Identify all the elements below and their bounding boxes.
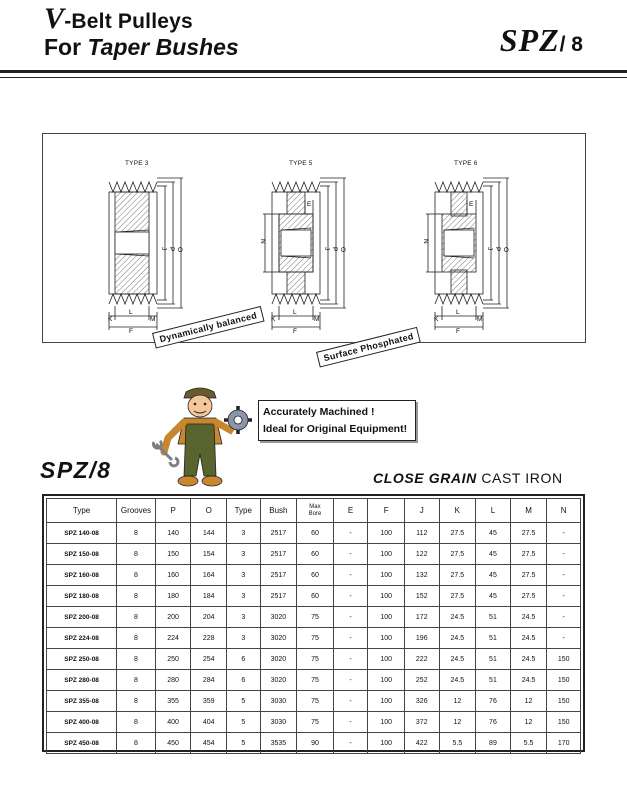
table-cell: 5 — [227, 733, 261, 754]
table-cell: 100 — [368, 649, 405, 670]
table-cell: 184 — [191, 586, 227, 607]
table-cell: 75 — [297, 607, 334, 628]
table-cell: - — [547, 607, 581, 628]
pulley-type-5 — [263, 178, 346, 330]
subtitle-plain: For — [44, 34, 88, 60]
table-cell: 100 — [368, 733, 405, 754]
table-cell: 24.5 — [510, 670, 547, 691]
table-cell: 24.5 — [439, 607, 476, 628]
dim-o-label-t3: O — [176, 247, 183, 253]
table-cell: 252 — [404, 670, 439, 691]
table-cell: 254 — [191, 649, 227, 670]
title-text: -Belt Pulleys — [64, 10, 193, 33]
feature-original-equipment: Ideal for Original Equipment! — [263, 423, 408, 435]
table-row — [47, 712, 581, 733]
table-row — [47, 628, 581, 649]
feature-callout — [258, 400, 416, 441]
table-cell: 100 — [368, 607, 405, 628]
mechanic-mascot-icon — [150, 384, 254, 492]
table-cell: 27.5 — [510, 565, 547, 586]
table-cell: - — [333, 628, 368, 649]
material-label — [373, 470, 563, 486]
dim-m-label-t6: M — [477, 316, 483, 323]
dim-j-label-t6: J — [486, 247, 493, 251]
table-cell: 100 — [368, 544, 405, 565]
table-row — [47, 670, 581, 691]
table-cell: 24.5 — [439, 649, 476, 670]
type-cell: SPZ 450-08 — [47, 733, 117, 754]
table-cell: 150 — [547, 649, 581, 670]
column-header: P — [155, 499, 191, 523]
spec-table — [46, 498, 581, 754]
table-row — [47, 544, 581, 565]
table-cell: 180 — [155, 586, 191, 607]
table-cell: 170 — [547, 733, 581, 754]
table-cell: 400 — [155, 712, 191, 733]
table-cell: - — [333, 565, 368, 586]
column-header: O — [191, 499, 227, 523]
type-cell: SPZ 140-08 — [47, 523, 117, 544]
table-cell: 140 — [155, 523, 191, 544]
table-cell: 8 — [117, 544, 156, 565]
table-cell: 326 — [404, 691, 439, 712]
header-rule-thick — [0, 70, 627, 73]
table-cell: - — [547, 586, 581, 607]
dim-f-label-t3: F — [129, 328, 133, 335]
type-cell: SPZ 150-08 — [47, 544, 117, 565]
table-cell: 60 — [297, 544, 334, 565]
table-cell: 100 — [368, 712, 405, 733]
dim-n-label-t6: N — [422, 239, 429, 244]
dim-l-label-t3: L — [129, 309, 133, 316]
table-cell: - — [547, 565, 581, 586]
column-header: L — [476, 499, 511, 523]
table-cell: 100 — [368, 670, 405, 691]
table-row — [47, 607, 581, 628]
table-cell: 204 — [191, 607, 227, 628]
table-cell: 355 — [155, 691, 191, 712]
table-cell: 2517 — [260, 586, 297, 607]
table-row — [47, 586, 581, 607]
table-cell: - — [333, 544, 368, 565]
table-cell: 454 — [191, 733, 227, 754]
table-cell: - — [333, 607, 368, 628]
table-cell: 12 — [439, 712, 476, 733]
table-row — [47, 565, 581, 586]
table-cell: 27.5 — [510, 586, 547, 607]
dim-p-label-t6: P — [494, 247, 501, 252]
table-cell: 8 — [117, 691, 156, 712]
dim-m-label-t3: M — [150, 316, 156, 323]
table-cell: 27.5 — [439, 544, 476, 565]
type-cell: SPZ 250-08 — [47, 649, 117, 670]
table-cell: 51 — [476, 628, 511, 649]
pulley-type-3 — [109, 178, 183, 330]
table-cell: 8 — [117, 670, 156, 691]
table-cell: 3 — [227, 523, 261, 544]
table-cell: 45 — [476, 523, 511, 544]
table-cell: 5 — [227, 691, 261, 712]
type-cell: SPZ 160-08 — [47, 565, 117, 586]
dim-o-label-t5: O — [339, 247, 346, 253]
dim-p-label-t5: P — [331, 247, 338, 252]
type-cell: SPZ 400-08 — [47, 712, 117, 733]
table-cell: 8 — [117, 628, 156, 649]
table-cell: 2517 — [260, 565, 297, 586]
table-row — [47, 733, 581, 754]
column-header: Bush — [260, 499, 297, 523]
column-header: N — [547, 499, 581, 523]
table-cell: 112 — [404, 523, 439, 544]
dim-f-label-t5: F — [293, 328, 297, 335]
material-bold: CLOSE GRAIN — [373, 470, 477, 486]
table-cell: 222 — [404, 649, 439, 670]
table-cell: 164 — [191, 565, 227, 586]
column-header: K — [439, 499, 476, 523]
dim-l-label-t5: L — [293, 309, 297, 316]
dim-j-label-t5: J — [323, 247, 330, 251]
dynamically-balanced-banner: Dynamically balanced — [152, 306, 265, 349]
table-cell: - — [547, 544, 581, 565]
dim-e-label-t6: E — [469, 201, 474, 208]
table-cell: 75 — [297, 691, 334, 712]
table-cell: 3030 — [260, 712, 297, 733]
table-cell: 2517 — [260, 523, 297, 544]
dim-m-label-t5: M — [314, 316, 320, 323]
dim-n-label-t5: N — [259, 239, 266, 244]
table-cell: 132 — [404, 565, 439, 586]
table-cell: 6 — [227, 649, 261, 670]
table-cell: 27.5 — [510, 544, 547, 565]
table-cell: 359 — [191, 691, 227, 712]
table-cell: 224 — [155, 628, 191, 649]
column-header: M — [510, 499, 547, 523]
table-cell: 24.5 — [439, 628, 476, 649]
table-cell: 228 — [191, 628, 227, 649]
table-cell: 24.5 — [510, 649, 547, 670]
table-cell: 8 — [117, 565, 156, 586]
table-cell: 3 — [227, 607, 261, 628]
table-cell: 75 — [297, 670, 334, 691]
spec-table-frame — [42, 494, 585, 752]
dim-k-label-t6: K — [434, 316, 439, 323]
table-cell: 3 — [227, 586, 261, 607]
table-cell: 150 — [547, 691, 581, 712]
table-header-row — [47, 499, 581, 523]
table-cell: 60 — [297, 586, 334, 607]
table-cell: 12 — [510, 712, 547, 733]
dim-k-label-t3: K — [108, 316, 113, 323]
table-cell: 250 — [155, 649, 191, 670]
table-cell: 12 — [439, 691, 476, 712]
table-cell: 3020 — [260, 628, 297, 649]
table-cell: 89 — [476, 733, 511, 754]
table-cell: 422 — [404, 733, 439, 754]
table-cell: 45 — [476, 544, 511, 565]
table-cell: 8 — [117, 586, 156, 607]
header-rule-thin — [0, 77, 627, 78]
subtitle-italic: Taper Bushes — [87, 34, 239, 60]
table-cell: 8 — [117, 523, 156, 544]
table-cell: 372 — [404, 712, 439, 733]
table-cell: 100 — [368, 586, 405, 607]
table-cell: 100 — [368, 691, 405, 712]
table-cell: 8 — [117, 607, 156, 628]
feature-accurately-machined: Accurately Machined ! — [263, 406, 375, 418]
table-cell: 154 — [191, 544, 227, 565]
table-cell: 76 — [476, 691, 511, 712]
table-cell: 200 — [155, 607, 191, 628]
table-cell: 160 — [155, 565, 191, 586]
column-header: E — [333, 499, 368, 523]
table-cell: 3 — [227, 544, 261, 565]
table-cell: 3535 — [260, 733, 297, 754]
table-cell: 45 — [476, 586, 511, 607]
table-cell: 60 — [297, 565, 334, 586]
title-line-1 — [44, 4, 239, 34]
table-cell: 51 — [476, 649, 511, 670]
table-cell: 24.5 — [510, 607, 547, 628]
pulley-type-6 — [426, 178, 509, 330]
table-cell: 3 — [227, 628, 261, 649]
table-cell: 75 — [297, 712, 334, 733]
type-3-label: TYPE 3 — [125, 160, 149, 167]
dim-o-label-t6: O — [502, 247, 509, 253]
pulley-drawings — [43, 134, 587, 344]
table-cell: 150 — [155, 544, 191, 565]
material-plain: CAST IRON — [476, 470, 563, 486]
table-cell: 27.5 — [510, 523, 547, 544]
column-header: J — [404, 499, 439, 523]
type-cell: SPZ 180-08 — [47, 586, 117, 607]
type-5-label: TYPE 5 — [289, 160, 313, 167]
type-cell: SPZ 280-08 — [47, 670, 117, 691]
pulley-diagram-frame — [42, 133, 586, 343]
table-cell: 24.5 — [510, 628, 547, 649]
table-cell: 122 — [404, 544, 439, 565]
table-cell: 51 — [476, 607, 511, 628]
table-cell: 280 — [155, 670, 191, 691]
table-cell: 51 — [476, 670, 511, 691]
title-initial: V — [44, 2, 65, 35]
series-heading: SPZ/8 — [40, 457, 112, 483]
series-code — [500, 22, 583, 59]
title-line-2 — [44, 36, 239, 59]
table-cell: 90 — [297, 733, 334, 754]
table-cell: 450 — [155, 733, 191, 754]
table-cell: 196 — [404, 628, 439, 649]
table-cell: 8 — [117, 649, 156, 670]
table-cell: 172 — [404, 607, 439, 628]
table-cell: 3 — [227, 565, 261, 586]
table-row — [47, 523, 581, 544]
table-cell: 75 — [297, 628, 334, 649]
column-header: Type — [227, 499, 261, 523]
table-cell: - — [333, 691, 368, 712]
table-cell: 60 — [297, 523, 334, 544]
table-cell: - — [547, 628, 581, 649]
table-cell: - — [547, 523, 581, 544]
table-cell: 5.5 — [439, 733, 476, 754]
table-cell: 8 — [117, 712, 156, 733]
table-cell: 12 — [510, 691, 547, 712]
table-cell: 75 — [297, 649, 334, 670]
dim-e-label-t5: E — [307, 201, 312, 208]
dim-j-label-t3: J — [160, 247, 167, 251]
table-cell: 2517 — [260, 544, 297, 565]
dim-f-label-t6: F — [456, 328, 460, 335]
column-header: Grooves — [117, 499, 156, 523]
table-cell: 5 — [227, 712, 261, 733]
table-cell: 24.5 — [439, 670, 476, 691]
page-title — [44, 4, 239, 59]
table-cell: 27.5 — [439, 523, 476, 544]
table-cell: 144 — [191, 523, 227, 544]
dim-k-label-t5: K — [271, 316, 276, 323]
table-cell: 100 — [368, 523, 405, 544]
table-cell: - — [333, 523, 368, 544]
table-cell: - — [333, 670, 368, 691]
table-row — [47, 649, 581, 670]
column-header: Max Bore — [297, 499, 334, 523]
table-cell: 27.5 — [439, 586, 476, 607]
surface-phosphated-banner: Surface Phosphated — [316, 327, 421, 368]
dim-p-label-t3: P — [168, 247, 175, 252]
table-cell: 152 — [404, 586, 439, 607]
table-cell: - — [333, 586, 368, 607]
table-cell: 8 — [117, 733, 156, 754]
type-6-label: TYPE 6 — [454, 160, 478, 167]
table-cell: 3030 — [260, 691, 297, 712]
table-cell: 3020 — [260, 649, 297, 670]
table-cell: 284 — [191, 670, 227, 691]
column-header: Type — [47, 499, 117, 523]
table-cell: 100 — [368, 628, 405, 649]
table-cell: 76 — [476, 712, 511, 733]
table-cell: 100 — [368, 565, 405, 586]
dim-l-label-t6: L — [456, 309, 460, 316]
table-cell: 150 — [547, 670, 581, 691]
table-cell: 3020 — [260, 607, 297, 628]
type-cell: SPZ 224-08 — [47, 628, 117, 649]
table-cell: - — [333, 733, 368, 754]
table-cell: 5.5 — [510, 733, 547, 754]
table-cell: - — [333, 712, 368, 733]
table-cell: 150 — [547, 712, 581, 733]
table-cell: 27.5 — [439, 565, 476, 586]
table-cell: 404 — [191, 712, 227, 733]
table-row — [47, 691, 581, 712]
series-code-main: SPZ — [499, 22, 560, 58]
table-cell: 6 — [227, 670, 261, 691]
table-cell: - — [333, 649, 368, 670]
table-cell: 45 — [476, 565, 511, 586]
type-cell: SPZ 200-08 — [47, 607, 117, 628]
type-cell: SPZ 355-08 — [47, 691, 117, 712]
series-code-sub: / 8 — [559, 33, 583, 56]
column-header: F — [368, 499, 405, 523]
table-cell: 3020 — [260, 670, 297, 691]
